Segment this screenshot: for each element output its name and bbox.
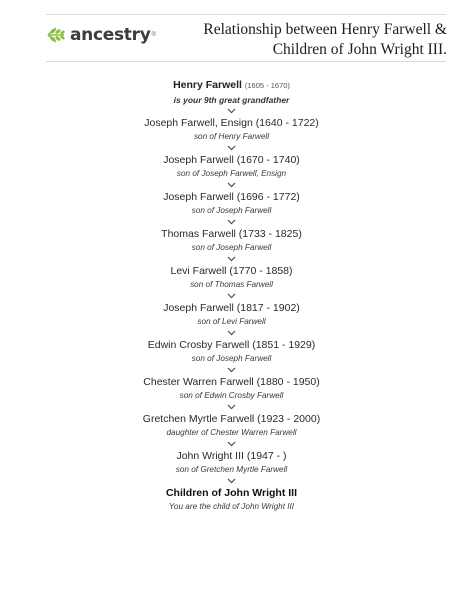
generation-person: Gretchen Myrtle Farwell (1923 - 2000) — [142, 413, 321, 425]
generation-relation: son of Levi Farwell — [197, 317, 266, 326]
chevron-down-icon — [0, 439, 463, 449]
chevron-down-icon — [0, 365, 463, 375]
chevron-down-icon — [0, 476, 463, 486]
chevron-down-icon — [0, 106, 463, 116]
relationship-chain — [0, 78, 463, 513]
chevron-down-icon — [0, 402, 463, 412]
final-entry-relation: You are the child of John Wright III — [168, 502, 295, 511]
generation-relation: son of Joseph Farwell, Ensign — [176, 169, 287, 178]
report-title-line-1: Relationship between Henry Farwell & — [203, 21, 447, 38]
chevron-down-icon — [0, 328, 463, 338]
generation-person: Joseph Farwell (1696 - 1772) — [163, 191, 300, 203]
generation-relation: son of Joseph Farwell — [191, 354, 272, 363]
ancestor-years: (1605 - 1670) — [244, 81, 290, 90]
ancestor-relationship: is your 9th great grandfather — [173, 95, 290, 105]
logo-wordmark: ancestry — [70, 25, 151, 45]
chevron-down-icon — [0, 180, 463, 190]
generation-relation: son of Edwin Crosby Farwell — [179, 391, 284, 400]
generation-person: Joseph Farwell (1670 - 1740) — [163, 154, 300, 166]
generation-relation: son of Henry Farwell — [193, 132, 270, 141]
chevron-down-icon — [0, 254, 463, 264]
report-title — [147, 20, 447, 60]
header-top-rule — [46, 14, 446, 15]
chevron-down-icon — [0, 217, 463, 227]
chevron-down-icon — [0, 291, 463, 301]
generation-relation: son of Gretchen Myrtle Farwell — [175, 465, 288, 474]
generation-person: Levi Farwell (1770 - 1858) — [170, 265, 293, 277]
ancestor-entry — [0, 78, 463, 93]
generation-person: Joseph Farwell, Ensign (1640 - 1722) — [144, 117, 319, 129]
generation-person: John Wright III (1947 - ) — [176, 450, 287, 462]
ancestor-name: Henry Farwell — [173, 79, 242, 91]
leaf-icon — [46, 25, 66, 45]
report-title-line-2: Children of John Wright III. — [272, 41, 447, 58]
generation-person: Edwin Crosby Farwell (1851 - 1929) — [147, 339, 316, 351]
generation-relation: son of Thomas Farwell — [190, 280, 273, 289]
ancestry-logo — [46, 23, 156, 47]
chevron-down-icon — [0, 143, 463, 153]
generation-person: Chester Warren Farwell (1880 - 1950) — [143, 376, 320, 388]
generation-relation: daughter of Chester Warren Farwell — [166, 428, 297, 437]
final-entry-name: Children of John Wright III — [165, 487, 298, 499]
logo-trademark: ® — [151, 32, 156, 38]
generation-list — [0, 106, 463, 486]
generation-relation: son of Joseph Farwell — [191, 243, 272, 252]
generation-person: Thomas Farwell (1733 - 1825) — [161, 228, 302, 240]
generation-person: Joseph Farwell (1817 - 1902) — [163, 302, 300, 314]
generation-relation: son of Joseph Farwell — [191, 206, 272, 215]
header-bottom-rule — [46, 61, 446, 62]
